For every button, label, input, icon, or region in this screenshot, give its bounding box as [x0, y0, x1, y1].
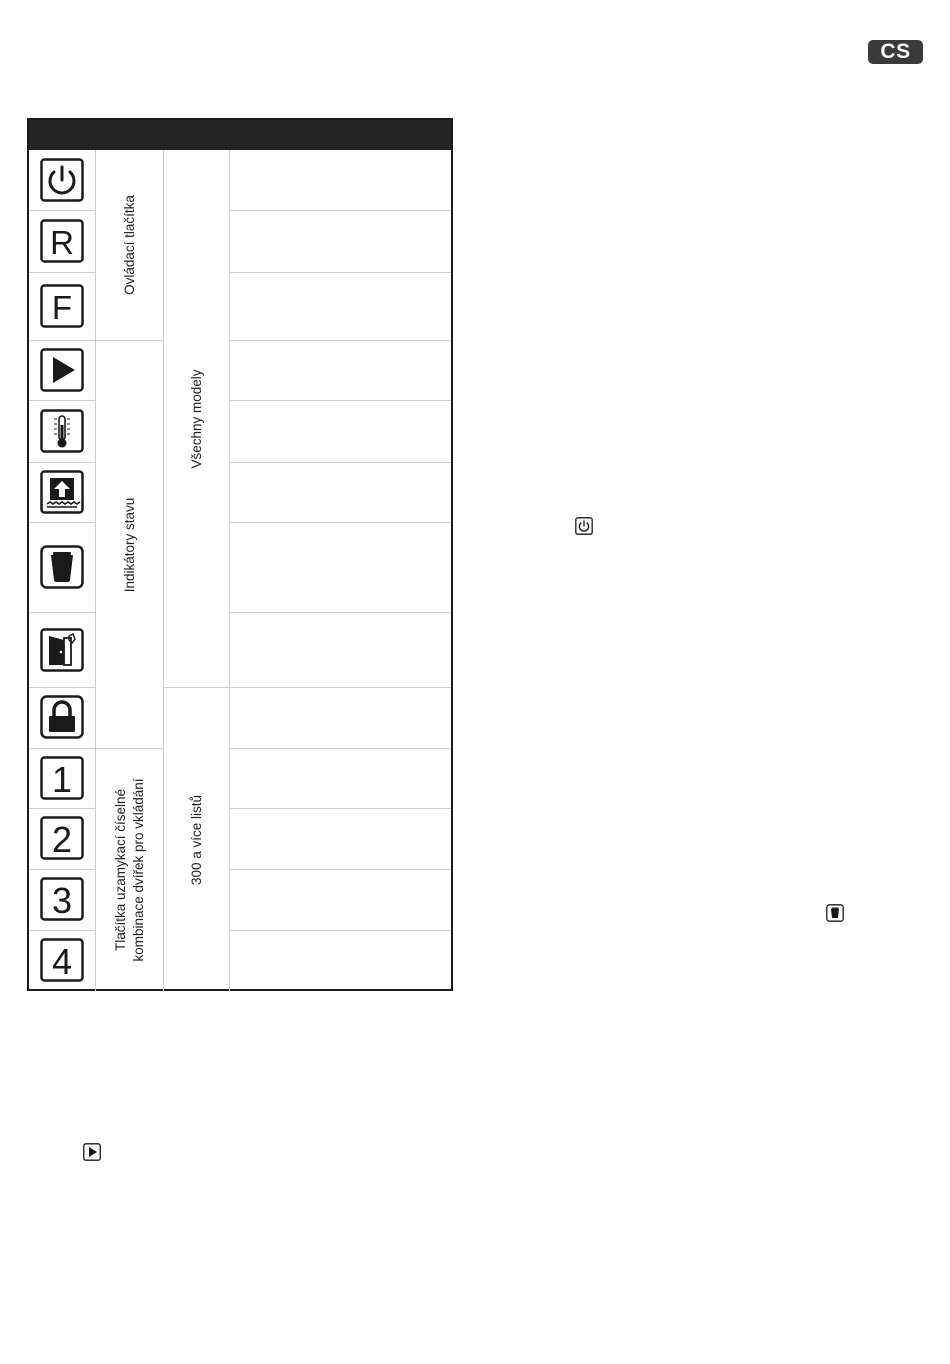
icon-cell-keypad-3: [29, 869, 95, 930]
power-icon-inline: [575, 517, 593, 535]
row-divider: [230, 930, 451, 931]
row-divider: [230, 612, 451, 613]
row-divider: [230, 748, 451, 749]
keypad-4-icon: [40, 938, 84, 982]
icon-cell-bin-full: [29, 462, 95, 522]
icon-cell-power: [29, 150, 95, 210]
icon-cell-keypad-4: [29, 930, 95, 991]
forward-key-icon: [40, 284, 84, 328]
keypad-3-icon: [40, 877, 84, 921]
group-control-buttons: [96, 150, 163, 340]
row-divider: [230, 400, 451, 401]
column-divider: [229, 150, 230, 991]
icon-cell-keypad-2: [29, 808, 95, 869]
thermometer-icon: [40, 409, 84, 453]
icon-cell-keypad-1: [29, 748, 95, 808]
lock-icon: [40, 695, 84, 739]
keypad-1-icon: [40, 756, 84, 800]
control-panel-table: [27, 118, 453, 991]
key-label: 1: [51, 759, 73, 800]
row-divider: [230, 340, 451, 341]
models-300-sheets: [164, 688, 229, 991]
play-icon: [40, 348, 84, 392]
key-label: 3: [51, 880, 73, 921]
icon-cell-forward: [29, 272, 95, 340]
row-divider: [230, 687, 451, 688]
icon-cell-door: [29, 612, 95, 687]
door-open-icon: [40, 628, 84, 672]
row-divider: [230, 272, 451, 273]
group-status-indicators: [96, 341, 163, 748]
language-badge: CS: [868, 40, 923, 64]
icon-cell-reverse: [29, 210, 95, 272]
icon-cell-play: [29, 340, 95, 400]
group-label-line: Tlačítka uzamykací číselné: [112, 788, 128, 952]
row-divider: [230, 808, 451, 809]
group-label: Indikátory stavu: [121, 497, 137, 592]
power-icon: [40, 158, 84, 202]
row-divider: [230, 869, 451, 870]
models-all: [164, 150, 229, 687]
key-label: 4: [51, 941, 73, 982]
bin-icon-inline: [826, 904, 844, 922]
models-label: Všechny modely: [188, 368, 204, 469]
icon-cell-thermometer: [29, 400, 95, 462]
group-keypad-buttons: [96, 749, 163, 991]
keypad-2-icon: [40, 816, 84, 860]
key-label: F: [51, 289, 73, 326]
group-label-line: kombinace dvířek pro vkládání: [130, 778, 146, 962]
group-label: Ovládací tlačítka: [121, 195, 137, 295]
models-label: 300 a více listů: [188, 794, 204, 885]
key-label: R: [50, 224, 74, 261]
table-header-bar: [29, 120, 451, 150]
play-icon-inline: [83, 1143, 101, 1161]
bin-icon: [40, 545, 84, 589]
icon-cell-lock: [29, 687, 95, 748]
row-divider: [230, 210, 451, 211]
key-label: 2: [51, 819, 73, 860]
group-label: [112, 778, 148, 961]
icon-cell-bin: [29, 522, 95, 612]
row-divider: [230, 522, 451, 523]
reverse-key-icon: [40, 219, 84, 263]
bin-full-icon: [40, 470, 84, 514]
row-divider: [230, 462, 451, 463]
